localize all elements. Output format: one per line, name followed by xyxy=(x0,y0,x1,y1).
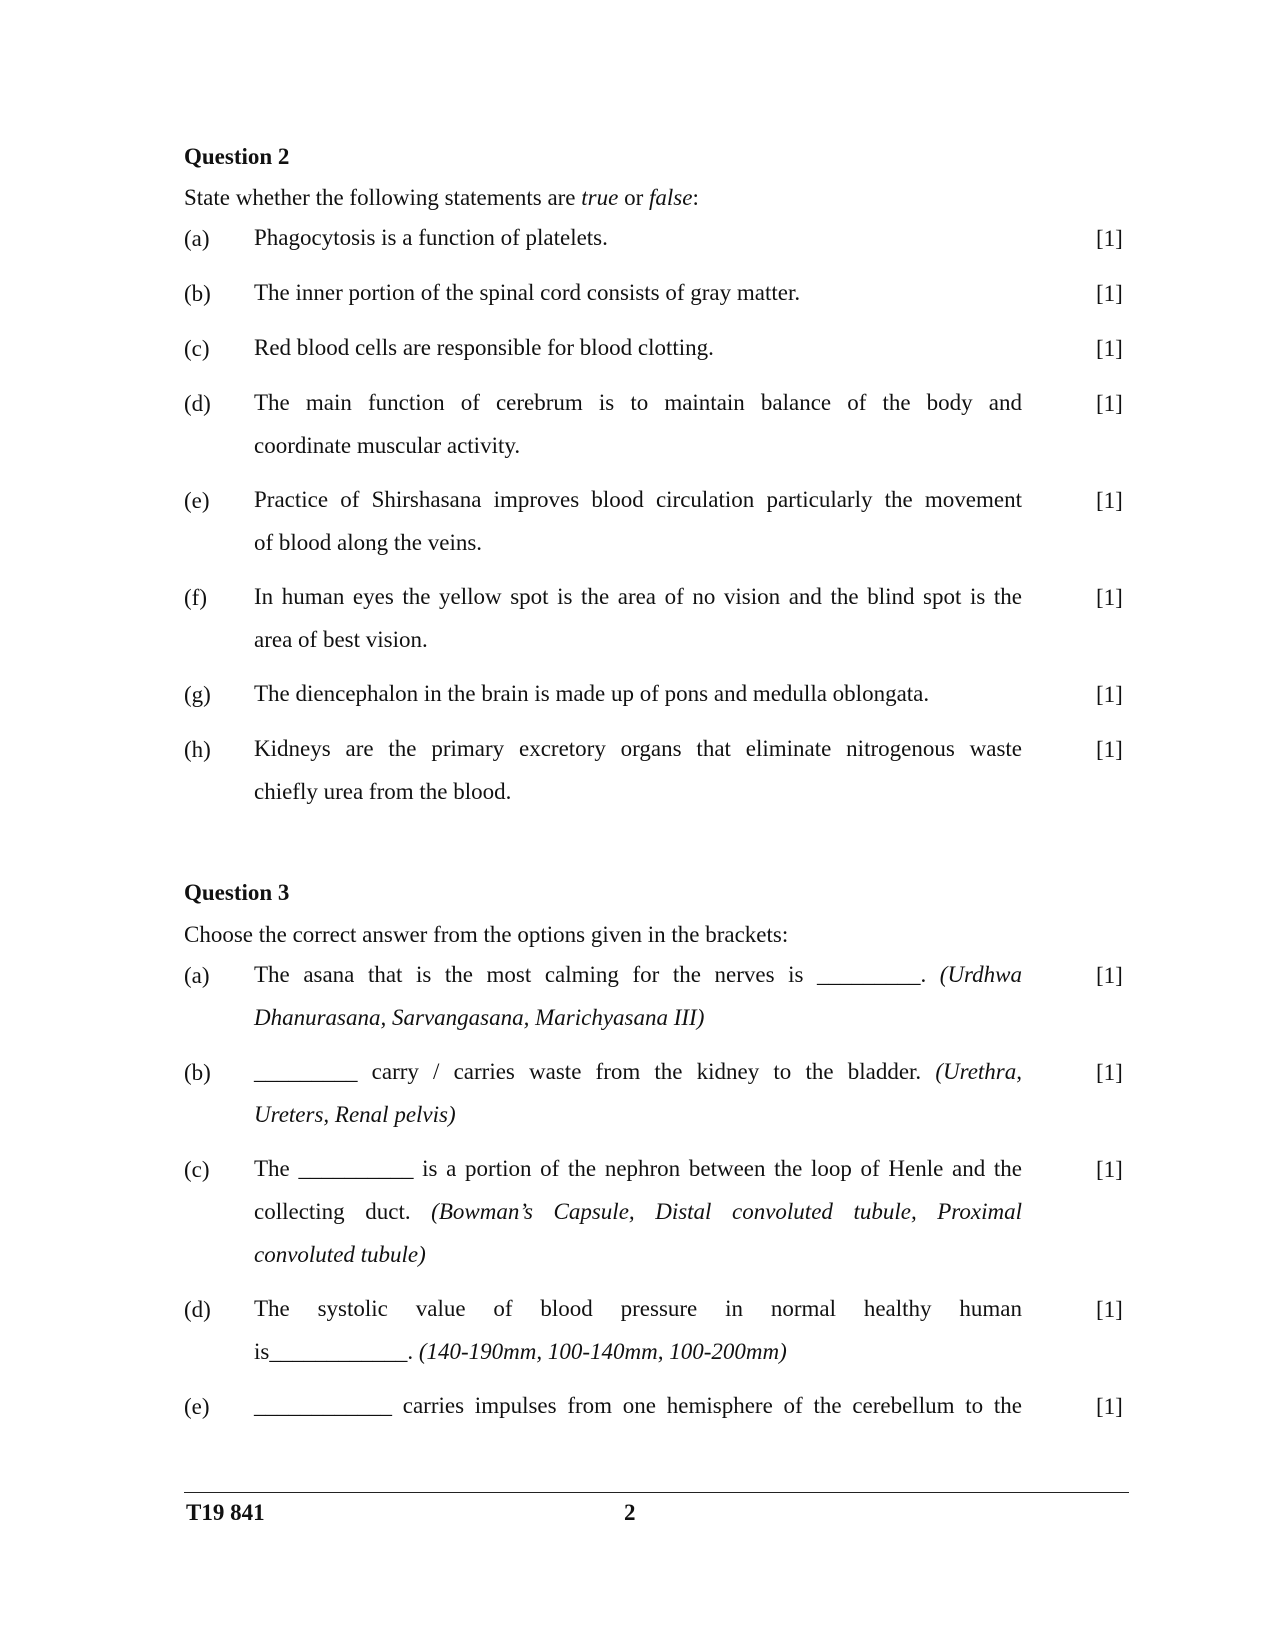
q2-c-marks: [1] xyxy=(1096,336,1123,361)
q3-c-marks: [1] xyxy=(1096,1157,1123,1182)
page-number: 2 xyxy=(624,1500,636,1525)
question-3-heading: Question 3 xyxy=(184,880,290,905)
q2-a-statement: Phagocytosis is a function of platelets. xyxy=(254,225,608,250)
q3-c-question: The __________ is a portion of the nephron between the loop of Henle and the collecting duct. (Bowman’s Capsule, Distal convoluted tubule, Proximal convoluted tubule) xyxy=(254,1156,1022,1267)
q3-b-marks: [1] xyxy=(1096,1060,1123,1085)
q2-d-marks: [1] xyxy=(1096,391,1123,416)
q2-g-statement: The diencephalon in the brain is made up of pons and medulla oblongata. xyxy=(254,681,930,706)
paper-code: T19 841 xyxy=(186,1500,265,1525)
q2-e-marks: [1] xyxy=(1096,488,1123,513)
q3-d-question: The systolic value of blood pressure in normal healthy human is____________. (140-190mm, 100-140mm, 100-200mm) xyxy=(254,1296,1022,1364)
q2-f-label: (f) xyxy=(184,585,207,610)
q2-h-label: (h) xyxy=(184,737,211,762)
q2-a-label: (a) xyxy=(184,226,210,251)
q2-h-statement: Kidneys are the primary excretory organs that eliminate nitrogenous waste chiefly urea from the blood. xyxy=(254,736,1022,804)
q2-g-marks: [1] xyxy=(1096,682,1123,707)
q3-d-label: (d) xyxy=(184,1297,211,1322)
q2-c-statement: Red blood cells are responsible for blood clotting. xyxy=(254,335,714,360)
q3-a-question: The asana that is the most calming for the nerves is _________. (Urdhwa Dhanurasana, Sarvangasana, Marichyasana III) xyxy=(254,962,1022,1030)
q2-e-label: (e) xyxy=(184,488,210,513)
q2-e-statement: Practice of Shirshasana improves blood circulation particularly the movement of blood along the veins. xyxy=(254,487,1022,555)
q3-c-label: (c) xyxy=(184,1157,210,1182)
q3-d-marks: [1] xyxy=(1096,1297,1123,1322)
question-2-heading: Question 2 xyxy=(184,144,290,169)
q2-a-marks: [1] xyxy=(1096,226,1123,251)
q2-b-label: (b) xyxy=(184,281,211,306)
q3-e-label: (e) xyxy=(184,1394,210,1419)
q2-d-statement: The main function of cerebrum is to maintain balance of the body and coordinate muscular activity. xyxy=(254,390,1022,458)
question-2-instruction: State whether the following statements are true or false: xyxy=(184,185,699,210)
q2-f-statement: In human eyes the yellow spot is the area of no vision and the blind spot is the area of best vision. xyxy=(254,584,1022,652)
question-3-instruction: Choose the correct answer from the options given in the brackets: xyxy=(184,922,789,947)
q3-e-marks: [1] xyxy=(1096,1394,1123,1419)
q2-b-statement: The inner portion of the spinal cord consists of gray matter. xyxy=(254,280,801,305)
q2-h-marks: [1] xyxy=(1096,737,1123,762)
q3-a-label: (a) xyxy=(184,963,210,988)
footer-divider xyxy=(184,1492,1129,1493)
q3-a-marks: [1] xyxy=(1096,963,1123,988)
q3-b-question: _________ carry / carries waste from the kidney to the bladder. (Urethra, Ureters, Renal pelvis) xyxy=(254,1059,1022,1127)
q2-g-label: (g) xyxy=(184,682,211,707)
q3-e-question: ____________ carries impulses from one hemisphere of the cerebellum to the xyxy=(254,1393,1022,1418)
q2-d-label: (d) xyxy=(184,391,211,416)
q3-b-label: (b) xyxy=(184,1060,211,1085)
q2-b-marks: [1] xyxy=(1096,281,1123,306)
q2-f-marks: [1] xyxy=(1096,585,1123,610)
q2-c-label: (c) xyxy=(184,336,210,361)
